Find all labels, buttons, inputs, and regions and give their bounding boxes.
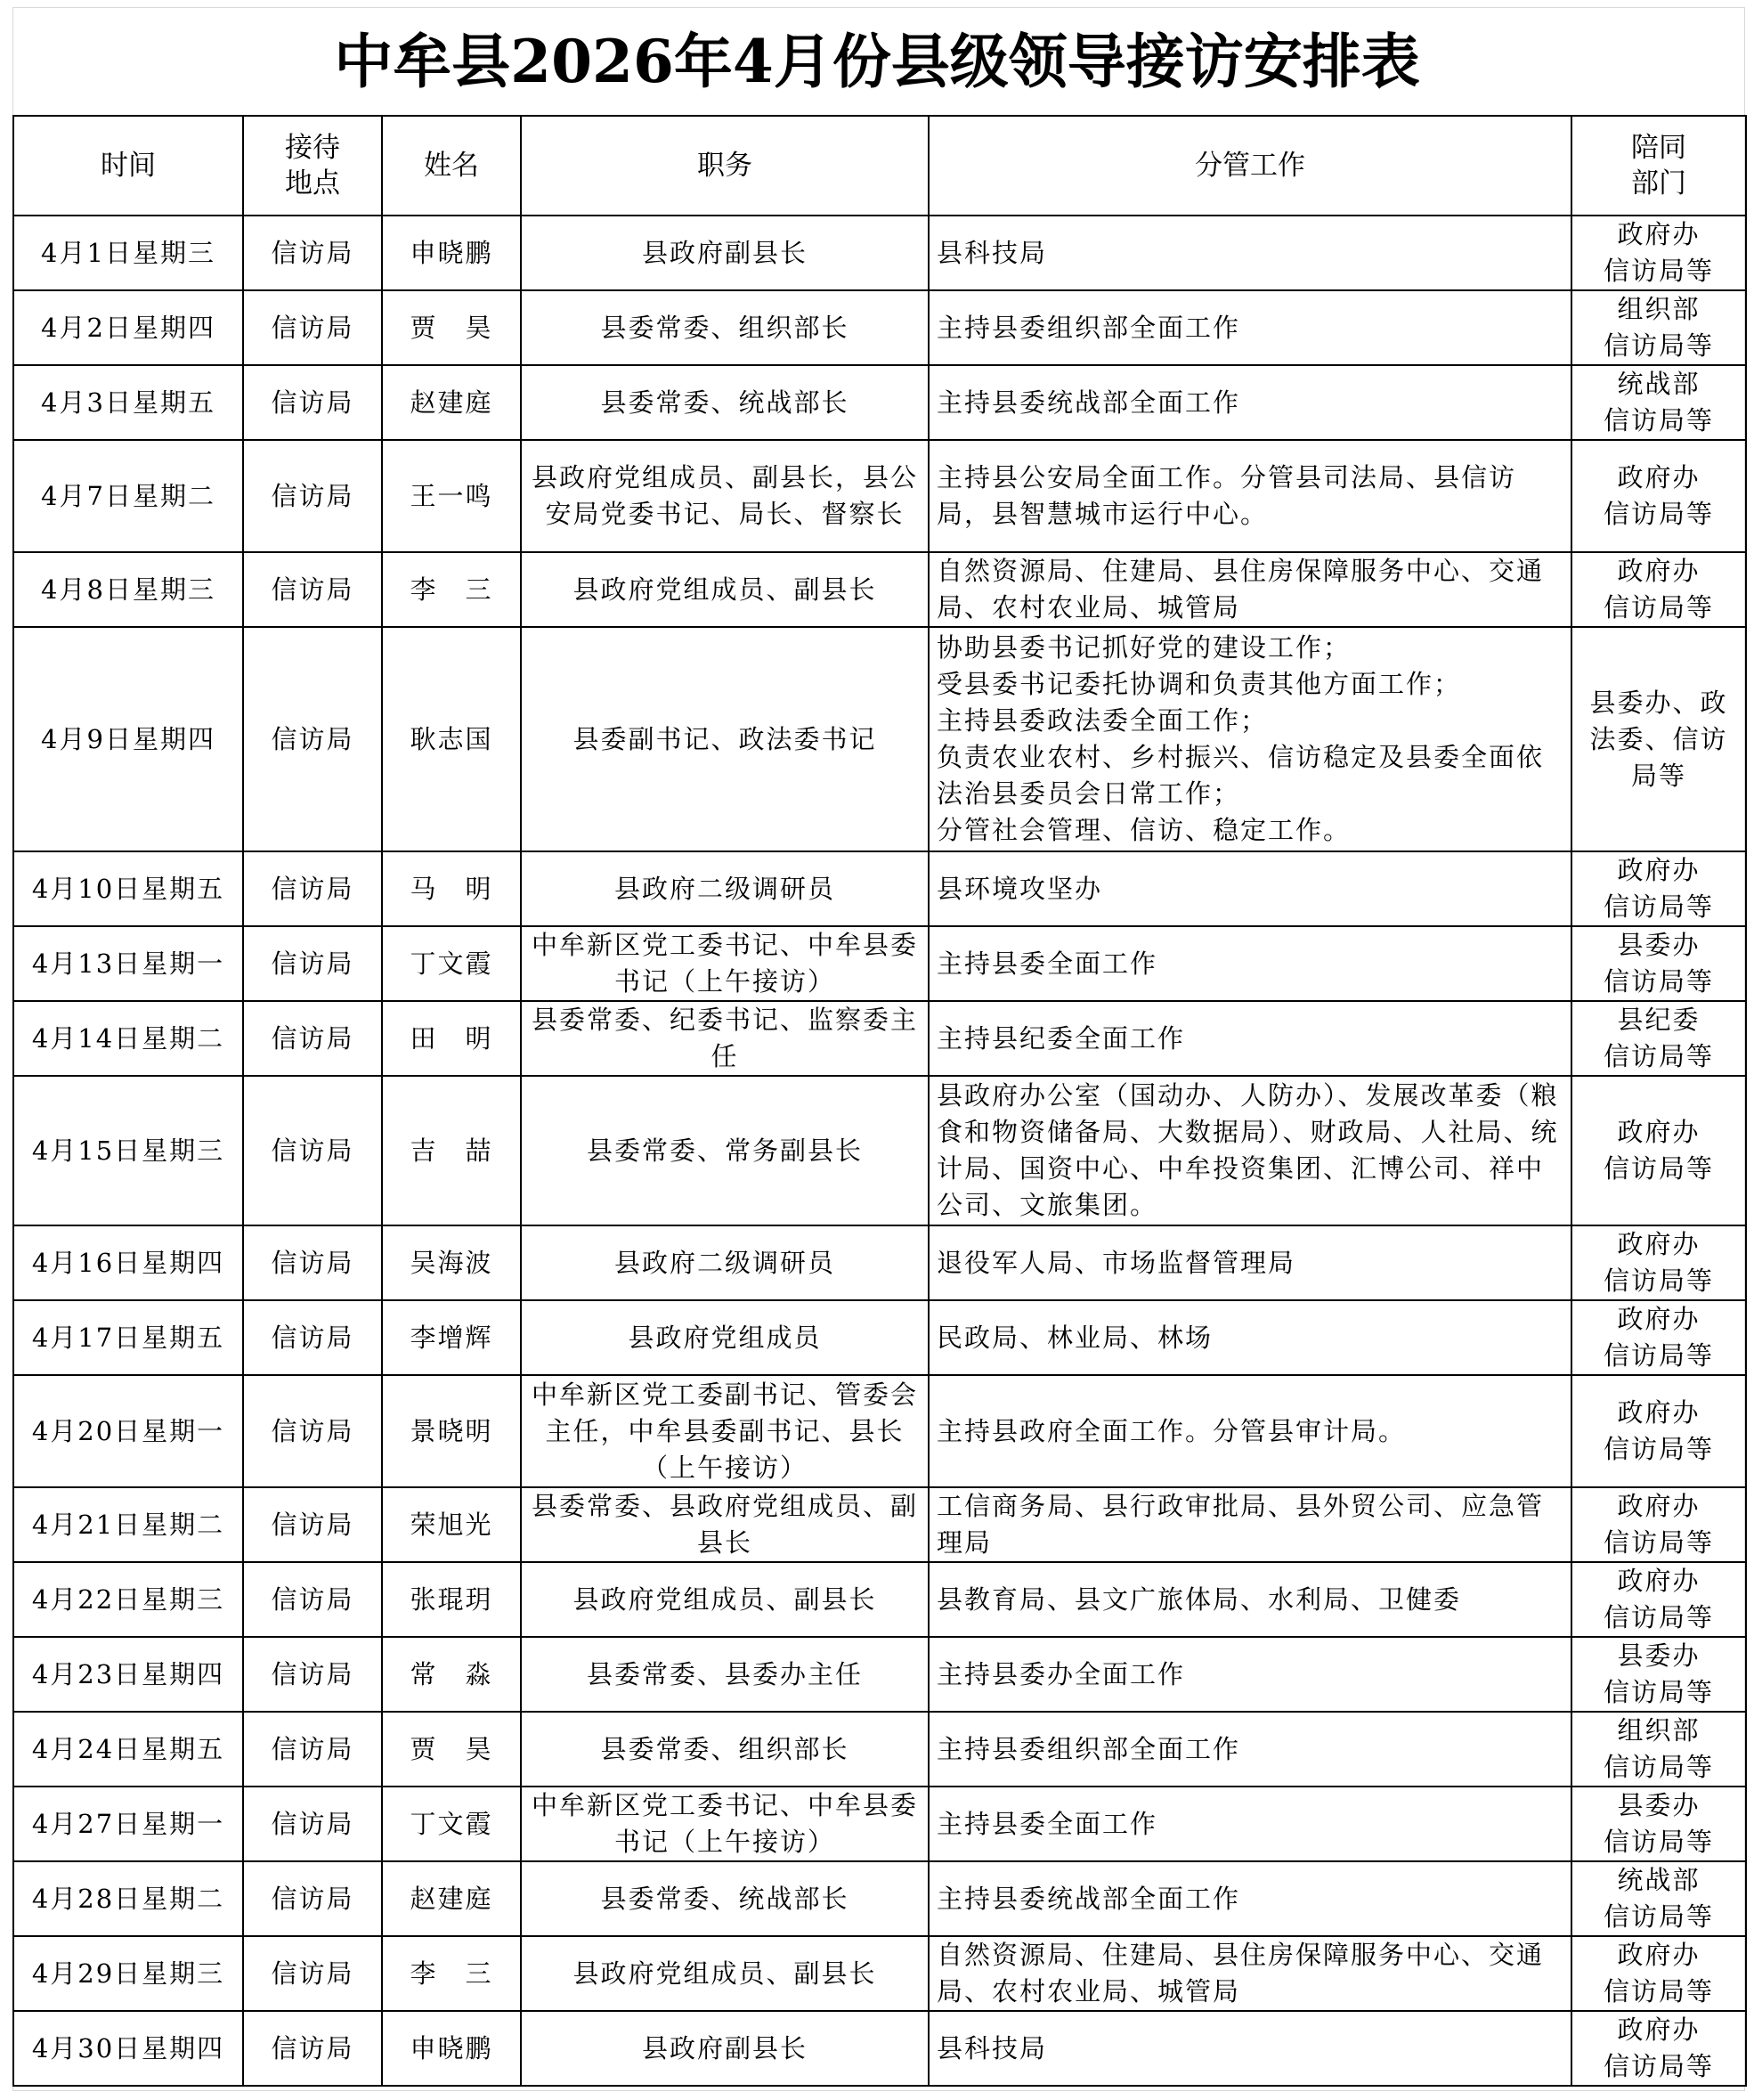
cell-position: 县委常委、统战部长 [521, 1861, 929, 1936]
cell-date: 4月24日星期五 [13, 1712, 243, 1787]
cell-place: 信访局 [243, 1487, 382, 1562]
cell-work: 县环境攻坚办 [929, 851, 1571, 926]
cell-name: 景晓明 [382, 1375, 521, 1487]
cell-dept: 统战部 信访局等 [1571, 365, 1746, 440]
cell-position: 县委副书记、政法委书记 [521, 627, 929, 851]
cell-place: 信访局 [243, 1936, 382, 2011]
cell-work: 退役军人局、市场监督管理局 [929, 1225, 1571, 1300]
table-row [13, 290, 1746, 365]
table-row [13, 440, 1746, 552]
cell-position: 中牟新区党工委副书记、管委会主任，中牟县委副书记、县长（上午接访） [521, 1375, 929, 1487]
cell-date: 4月17日星期五 [13, 1300, 243, 1375]
table-row [13, 552, 1746, 627]
cell-position: 县政府党组成员 [521, 1300, 929, 1375]
table-row [13, 1375, 1746, 1487]
cell-place: 信访局 [243, 440, 382, 552]
header-name: 姓名 [382, 116, 521, 216]
cell-date: 4月9日星期四 [13, 627, 243, 851]
cell-name: 丁文霞 [382, 1787, 521, 1861]
cell-dept: 县委办、政法委、信访局等 [1571, 627, 1746, 851]
cell-work: 县政府办公室（国动办、人防办）、发展改革委（粮食和物资储备局、大数据局）、财政局、人社局、统计局、国资中心、中牟投资集团、汇博公司、祥中公司、文旅集团。 [929, 1076, 1571, 1225]
header-date: 时间 [13, 116, 243, 216]
table-row [13, 365, 1746, 440]
cell-place: 信访局 [243, 216, 382, 290]
cell-date: 4月16日星期四 [13, 1225, 243, 1300]
cell-dept: 政府办 信访局等 [1571, 2011, 1746, 2086]
cell-work: 协助县委书记抓好党的建设工作； 受县委书记委托协调和负责其他方面工作； 主持县委政法委全面工作； 负责农业农村、乡村振兴、信访稳定及县委全面依法治县委员会日常工作； 分管社会管理、信访、稳定工作。 [929, 627, 1571, 851]
cell-place: 信访局 [243, 851, 382, 926]
cell-name: 丁文霞 [382, 926, 521, 1001]
cell-position: 中牟新区党工委书记、中牟县委书记（上午接访） [521, 926, 929, 1001]
cell-dept: 政府办 信访局等 [1571, 1300, 1746, 1375]
cell-place: 信访局 [243, 552, 382, 627]
cell-position: 县政府党组成员、副县长，县公安局党委书记、局长、督察长 [521, 440, 929, 552]
cell-work: 自然资源局、住建局、县住房保障服务中心、交通局、农村农业局、城管局 [929, 552, 1571, 627]
cell-place: 信访局 [243, 1001, 382, 1076]
cell-position: 县委常委、组织部长 [521, 1712, 929, 1787]
table-header-row [13, 116, 1746, 216]
table-row [13, 2011, 1746, 2086]
cell-work: 主持县委统战部全面工作 [929, 1861, 1571, 1936]
cell-dept: 政府办 信访局等 [1571, 1487, 1746, 1562]
cell-dept: 政府办 信访局等 [1571, 1375, 1746, 1487]
cell-dept: 组织部 信访局等 [1571, 290, 1746, 365]
cell-name: 贾 昊 [382, 290, 521, 365]
cell-name: 常 淼 [382, 1637, 521, 1712]
cell-dept: 政府办 信访局等 [1571, 552, 1746, 627]
table-row [13, 216, 1746, 290]
cell-date: 4月21日星期二 [13, 1487, 243, 1562]
cell-date: 4月20日星期一 [13, 1375, 243, 1487]
cell-name: 赵建庭 [382, 1861, 521, 1936]
cell-date: 4月22日星期三 [13, 1562, 243, 1637]
cell-position: 县政府二级调研员 [521, 1225, 929, 1300]
cell-place: 信访局 [243, 1712, 382, 1787]
cell-work: 主持县委组织部全面工作 [929, 290, 1571, 365]
table-row [13, 851, 1746, 926]
cell-name: 张琨玥 [382, 1562, 521, 1637]
table-row [13, 1076, 1746, 1225]
cell-name: 吴海波 [382, 1225, 521, 1300]
cell-position: 县委常委、统战部长 [521, 365, 929, 440]
table-row [13, 1861, 1746, 1936]
cell-place: 信访局 [243, 1562, 382, 1637]
cell-work: 县教育局、县文广旅体局、水利局、卫健委 [929, 1562, 1571, 1637]
cell-date: 4月14日星期二 [13, 1001, 243, 1076]
cell-name: 荣旭光 [382, 1487, 521, 1562]
cell-position: 县政府党组成员、副县长 [521, 1936, 929, 2011]
cell-dept: 政府办 信访局等 [1571, 1076, 1746, 1225]
cell-dept: 县纪委 信访局等 [1571, 1001, 1746, 1076]
table-row [13, 1787, 1746, 1861]
table-row [13, 1936, 1746, 2011]
cell-date: 4月15日星期三 [13, 1076, 243, 1225]
cell-name: 吉 喆 [382, 1076, 521, 1225]
table-row [13, 1300, 1746, 1375]
cell-date: 4月8日星期三 [13, 552, 243, 627]
cell-work: 主持县委全面工作 [929, 1787, 1571, 1861]
cell-place: 信访局 [243, 1225, 382, 1300]
page-title: 中牟县2026年4月份县级领导接访安排表 [334, 27, 1420, 96]
header-position: 职务 [521, 116, 929, 216]
cell-date: 4月29日星期三 [13, 1936, 243, 2011]
table-row [13, 1225, 1746, 1300]
cell-date: 4月30日星期四 [13, 2011, 243, 2086]
cell-work: 主持县委组织部全面工作 [929, 1712, 1571, 1787]
cell-name: 田 明 [382, 1001, 521, 1076]
cell-dept: 政府办 信访局等 [1571, 440, 1746, 552]
cell-position: 中牟新区党工委书记、中牟县委书记（上午接访） [521, 1787, 929, 1861]
cell-dept: 组织部 信访局等 [1571, 1712, 1746, 1787]
cell-dept: 政府办 信访局等 [1571, 1225, 1746, 1300]
cell-date: 4月10日星期五 [13, 851, 243, 926]
cell-place: 信访局 [243, 1861, 382, 1936]
table-row [13, 1712, 1746, 1787]
cell-name: 李增辉 [382, 1300, 521, 1375]
table-row [13, 1001, 1746, 1076]
cell-date: 4月2日星期四 [13, 290, 243, 365]
cell-place: 信访局 [243, 1076, 382, 1225]
cell-work: 主持县委统战部全面工作 [929, 365, 1571, 440]
cell-position: 县政府党组成员、副县长 [521, 1562, 929, 1637]
cell-place: 信访局 [243, 365, 382, 440]
cell-position: 县委常委、常务副县长 [521, 1076, 929, 1225]
cell-dept: 政府办 信访局等 [1571, 216, 1746, 290]
cell-name: 李 三 [382, 1936, 521, 2011]
cell-work: 主持县委办全面工作 [929, 1637, 1571, 1712]
table-row [13, 627, 1746, 851]
cell-work: 民政局、林业局、林场 [929, 1300, 1571, 1375]
cell-work: 县科技局 [929, 216, 1571, 290]
cell-position: 县政府副县长 [521, 216, 929, 290]
cell-work: 自然资源局、住建局、县住房保障服务中心、交通局、农村农业局、城管局 [929, 1936, 1571, 2011]
cell-name: 耿志国 [382, 627, 521, 851]
cell-place: 信访局 [243, 926, 382, 1001]
cell-date: 4月23日星期四 [13, 1637, 243, 1712]
cell-date: 4月1日星期三 [13, 216, 243, 290]
cell-work: 主持县公安局全面工作。分管县司法局、县信访局，县智慧城市运行中心。 [929, 440, 1571, 552]
cell-name: 马 明 [382, 851, 521, 926]
cell-dept: 县委办 信访局等 [1571, 1637, 1746, 1712]
cell-date: 4月27日星期一 [13, 1787, 243, 1861]
cell-dept: 县委办 信访局等 [1571, 1787, 1746, 1861]
cell-dept: 政府办 信访局等 [1571, 1936, 1746, 2011]
cell-work: 主持县纪委全面工作 [929, 1001, 1571, 1076]
cell-work: 主持县政府全面工作。分管县审计局。 [929, 1375, 1571, 1487]
cell-date: 4月13日星期一 [13, 926, 243, 1001]
cell-position: 县委常委、纪委书记、监察委主任 [521, 1001, 929, 1076]
table-row [13, 1562, 1746, 1637]
cell-dept: 政府办 信访局等 [1571, 851, 1746, 926]
cell-dept: 统战部 信访局等 [1571, 1861, 1746, 1936]
cell-place: 信访局 [243, 627, 382, 851]
cell-name: 贾 昊 [382, 1712, 521, 1787]
cell-name: 赵建庭 [382, 365, 521, 440]
cell-place: 信访局 [243, 1637, 382, 1712]
cell-place: 信访局 [243, 1300, 382, 1375]
cell-position: 县委常委、县委办主任 [521, 1637, 929, 1712]
cell-place: 信访局 [243, 1375, 382, 1487]
cell-position: 县政府党组成员、副县长 [521, 552, 929, 627]
header-place: 接待 地点 [243, 116, 382, 216]
header-dept: 陪同 部门 [1571, 116, 1746, 216]
cell-place: 信访局 [243, 290, 382, 365]
cell-date: 4月28日星期二 [13, 1861, 243, 1936]
cell-work: 县科技局 [929, 2011, 1571, 2086]
cell-position: 县政府副县长 [521, 2011, 929, 2086]
cell-date: 4月7日星期二 [13, 440, 243, 552]
cell-place: 信访局 [243, 1787, 382, 1861]
cell-name: 李 三 [382, 552, 521, 627]
table-row [13, 1637, 1746, 1712]
header-work: 分管工作 [929, 116, 1571, 216]
cell-name: 申晓鹏 [382, 2011, 521, 2086]
cell-work: 工信商务局、县行政审批局、县外贸公司、应急管理局 [929, 1487, 1571, 1562]
cell-position: 县政府二级调研员 [521, 851, 929, 926]
table-row [13, 1487, 1746, 1562]
cell-work: 主持县委全面工作 [929, 926, 1571, 1001]
cell-dept: 政府办 信访局等 [1571, 1562, 1746, 1637]
table-row [13, 926, 1746, 1001]
cell-position: 县委常委、组织部长 [521, 290, 929, 365]
cell-dept: 县委办 信访局等 [1571, 926, 1746, 1001]
cell-name: 王一鸣 [382, 440, 521, 552]
cell-place: 信访局 [243, 2011, 382, 2086]
reception-schedule-table [12, 115, 1747, 2087]
cell-position: 县委常委、县政府党组成员、副县长 [521, 1487, 929, 1562]
cell-date: 4月3日星期五 [13, 365, 243, 440]
cell-name: 申晓鹏 [382, 216, 521, 290]
